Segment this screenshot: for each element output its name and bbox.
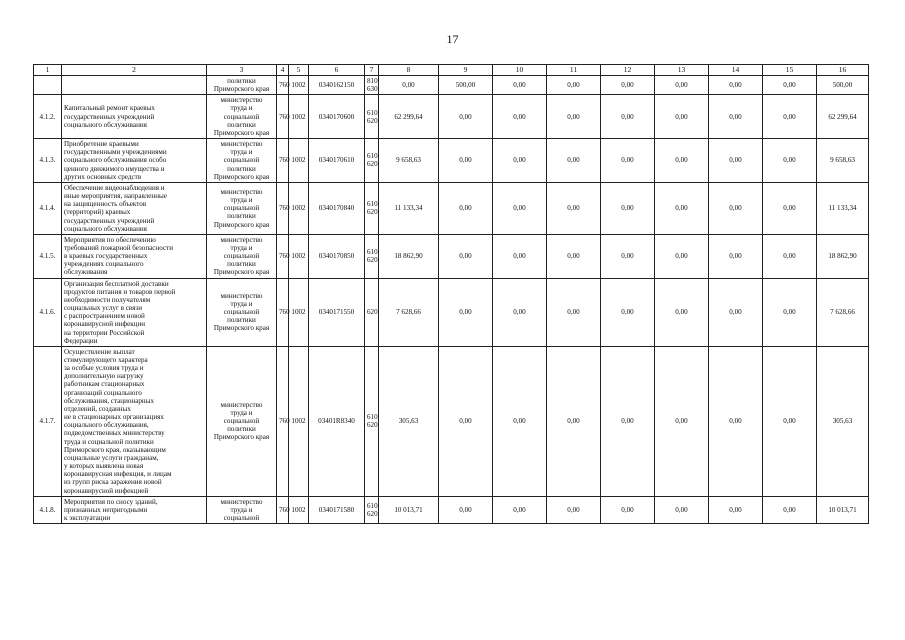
column-header: 5 [289,65,309,76]
value-cell: 18 862,90 [379,234,439,278]
executor-org-line: социальной [223,513,260,522]
row-number: 4.1.3. [34,139,62,183]
code-section: 1002 [289,496,309,523]
value-cell: 9 658,63 [817,139,869,183]
row-name-line: социального обслуживания [64,120,147,129]
row-name-line: за особые условия труда и [64,364,144,373]
value-cell: 0,00 [493,76,547,95]
value-cell: 0,00 [439,346,493,496]
code-vr-line: 610, [367,108,380,117]
value-cell: 0,00 [655,76,709,95]
code-vr-line: 610, [367,200,380,209]
value-cell: 0,00 [763,278,817,346]
value-cell: 0,00 [439,182,493,234]
value-cell: 0,00 [763,76,817,95]
row-number: 4.1.6. [34,278,62,346]
executor-org-line: труда и [230,299,253,308]
row-name-line: обслуживания [64,268,108,277]
row-name-line: работникам стационарных [64,380,145,389]
value-cell: 0,00 [763,234,817,278]
carry-over-row [34,76,869,95]
row-name-line: обслуживания, стационарных [64,396,155,405]
value-cell: 0,00 [709,139,763,183]
row-name-line: к эксплуатации [64,513,111,522]
row-name-line: Мероприятия по сносу зданий, [64,497,158,506]
value-cell: 0,00 [439,95,493,139]
executor-org [207,76,277,95]
value-cell: 0,00 [601,139,655,183]
value-cell: 0,00 [709,278,763,346]
table-row [34,234,869,278]
row-name-line: Капитальный ремонт краевых [64,104,155,113]
executor-org-line: министерство [220,140,263,149]
code-section: 1002 [289,95,309,139]
row-name-line: социального обслуживания [64,224,147,233]
executor-org-line: Приморского края [213,172,270,181]
value-cell: 0,00 [493,139,547,183]
value-cell: 62 299,64 [379,95,439,139]
row-name-line: не в стационарных организациях [64,413,164,422]
row-name-line: требований пожарной безопасности [64,243,173,252]
value-cell: 0,00 [655,346,709,496]
value-cell: 0,00 [601,278,655,346]
code-gr: 760 [277,139,289,183]
value-cell: 0,00 [601,496,655,523]
value-cell: 0,00 [601,76,655,95]
row-name-line: (территорий) краевых [64,208,131,217]
row-name-line: государственными учреждениями [64,148,167,157]
row-name-line: социального обслуживания особо [64,156,167,165]
row-name-line: необходимости получателям [64,295,151,304]
executor-org-line: социальной [223,308,260,317]
column-header: 3 [207,65,277,76]
row-name-line: коронавирусной инфекцией [64,486,149,495]
column-header: 8 [379,65,439,76]
row-name-line: признанных непригодными [64,505,148,514]
executor-org-line: министерство [220,187,263,196]
row-name-line: учреждениях социального [64,260,144,269]
row-name-line: Обеспечение видеонаблюдения и [64,183,165,192]
value-cell: 0,00 [493,496,547,523]
row-name-line: труда и социальной политики [64,437,154,446]
value-cell: 7 628,66 [379,278,439,346]
executor-org-line: Приморского края [213,324,270,333]
value-cell: 0,00 [601,234,655,278]
row-name-line: других основных средств [64,172,142,181]
code-vr [365,76,379,95]
executor-org-line: министерство [220,400,263,409]
value-cell: 11 133,34 [379,182,439,234]
code-vr-line: 620 [367,116,378,125]
executor-org-line: труда и [230,409,253,418]
row-name-line: иные мероприятия, направленные [64,192,167,201]
code-vr-line: 810 [367,77,378,85]
code-vr [365,95,379,139]
code-gr: 760 [277,234,289,278]
row-name-line: коронавирусная инфекция, и лицам [64,470,172,479]
code-vr [365,278,379,346]
code-csr: 0340162150 [309,76,365,95]
row-name-line: Организация бесплатной доставки [64,279,169,288]
value-cell: 0,00 [547,76,601,95]
executor-org-line: политики [227,260,256,269]
value-cell: 0,00 [439,496,493,523]
code-section: 1002 [289,182,309,234]
row-number: 4.1.4. [34,182,62,234]
value-cell: 0,00 [601,182,655,234]
value-cell: 0,00 [655,496,709,523]
row-name-line: продуктов питания и товаров первой [64,287,176,296]
code-vr-line: 610, [367,501,380,510]
executor-org-line: труда и [230,104,253,113]
row-name-line: государственных учреждений [64,216,155,225]
executor-org [207,139,277,183]
row-number: 4.1.5. [34,234,62,278]
executor-org-line: политики [227,425,256,434]
column-header: 12 [601,65,655,76]
row-name-line: коронавирусной инфекции [64,320,146,329]
executor-org-line: социальной [223,204,260,213]
executor-org-line: труда и [230,196,253,205]
executor-org-line: Приморского края [213,220,270,229]
budget-table-sheet [33,64,868,524]
row-name-line: ценного движимого имущества и [64,164,165,173]
row-name-line: социальные услуги гражданам, [64,453,159,462]
row-name-line: социального обслуживания, [64,421,149,430]
executor-org-line: политики [227,120,256,129]
value-cell: 7 628,66 [817,278,869,346]
value-cell: 0,00 [763,346,817,496]
value-cell: 0,00 [709,76,763,95]
value-cell: 0,00 [547,95,601,139]
row-name-line: из групп риска заражения новой [64,478,162,487]
row-name-line: Мероприятия по обеспечению [64,235,156,244]
row-name-line: организаций социального [64,388,142,397]
column-header: 13 [655,65,709,76]
row-name-line: Приобретение краевыми [64,140,139,149]
value-cell: 11 133,34 [817,182,869,234]
value-cell: 0,00 [379,76,439,95]
code-vr [365,234,379,278]
value-cell: 0,00 [709,234,763,278]
value-cell: 0,00 [655,95,709,139]
executor-org-line: Приморского края [213,128,270,137]
row-name-line: Федерации [64,336,98,345]
value-cell: 0,00 [763,139,817,183]
code-gr: 760 [277,95,289,139]
code-section: 1002 [289,234,309,278]
value-cell: 0,00 [547,496,601,523]
row-name-line: государственных учреждений [64,112,155,121]
value-cell: 0,00 [763,496,817,523]
row-name [62,278,207,346]
code-vr-line: 610, [367,248,380,257]
value-cell: 0,00 [493,234,547,278]
executor-org-line: Приморского края [213,268,270,277]
column-header: 2 [62,65,207,76]
value-cell: 500,00 [439,76,493,95]
value-cell: 0,00 [709,496,763,523]
executor-org [207,346,277,496]
code-csr: 0340170610 [309,139,365,183]
executor-org [207,278,277,346]
value-cell: 0,00 [655,234,709,278]
value-cell: 0,00 [493,182,547,234]
row-name-line: дополнительную нагрузку [64,372,144,381]
executor-org-line: социальной [223,252,260,261]
value-cell: 0,00 [439,278,493,346]
row-name-line: Приморского края, оказывающим [64,445,166,454]
code-vr-line: 610, [367,152,380,161]
value-cell: 0,00 [601,346,655,496]
value-cell: 10 013,71 [817,496,869,523]
row-name-line: у которых выявлена новая [64,462,144,471]
value-cell: 0,00 [493,278,547,346]
code-vr-line: 620 [367,160,378,169]
code-gr: 760 [277,496,289,523]
code-vr [365,139,379,183]
code-vr-line: 620 [367,509,378,518]
executor-org [207,95,277,139]
executor-org-line: министерство [220,497,263,506]
code-gr: 760 [277,278,289,346]
code-vr [365,182,379,234]
value-cell: 0,00 [547,278,601,346]
code-section: 1002 [289,139,309,183]
executor-org-line: труда и [230,243,253,252]
row-name [62,346,207,496]
value-cell: 500,00 [817,76,869,95]
code-gr: 760 [277,346,289,496]
executor-org-line: министерство [220,291,263,300]
row-name-line: стимулирующего характера [64,356,148,364]
code-csr: 0340170850 [309,234,365,278]
value-cell: 0,00 [547,346,601,496]
row-name [62,496,207,523]
executor-org-line: политики [227,77,256,85]
code-gr: 760 [277,76,289,95]
code-section: 1002 [289,76,309,95]
code-vr [365,346,379,496]
row-name [62,182,207,234]
row-name [62,234,207,278]
value-cell: 305,63 [379,346,439,496]
table-row [34,496,869,523]
column-header: 11 [547,65,601,76]
executor-org-line: политики [227,212,256,221]
executor-org-line: труда и [230,148,253,157]
value-cell: 0,00 [547,139,601,183]
column-header: 4 [277,65,289,76]
value-cell: 62 299,64 [817,95,869,139]
row-name-line: отделений, созданных [64,404,131,413]
value-cell: 0,00 [655,278,709,346]
executor-org-line: политики [227,164,256,173]
code-csr: 0340171550 [309,278,365,346]
code-csr: 0340170840 [309,182,365,234]
value-cell: 0,00 [547,182,601,234]
code-vr-line: 620 [367,421,378,430]
row-number: 4.1.8. [34,496,62,523]
value-cell: 0,00 [763,182,817,234]
code-vr [365,496,379,523]
value-cell: 0,00 [547,234,601,278]
code-section: 1002 [289,278,309,346]
table-row [34,346,869,496]
value-cell: 18 862,90 [817,234,869,278]
executor-org-line: министерство [220,235,263,244]
value-cell: 305,63 [817,346,869,496]
row-number: 4.1.7. [34,346,62,496]
column-header: 7 [365,65,379,76]
row-name-line: в краевых государственных [64,252,148,261]
executor-org [207,182,277,234]
value-cell: 9 658,63 [379,139,439,183]
table-row [34,278,869,346]
column-header: 16 [817,65,869,76]
code-csr: 03401R8340 [309,346,365,496]
executor-org-line: Приморского края [213,433,270,442]
executor-org-line: политики [227,316,256,325]
code-vr-line: 620 [367,208,378,217]
budget-table [33,64,869,524]
row-number [34,76,62,95]
value-cell: 0,00 [655,139,709,183]
row-name-line: на территории Российской [64,328,145,337]
value-cell: 0,00 [709,182,763,234]
page-number: 17 [446,32,459,46]
row-name [62,139,207,183]
code-vr-line: 620 [367,256,378,265]
column-header: 15 [763,65,817,76]
executor-org [207,496,277,523]
row-name-line: Осуществление выплат [64,347,135,356]
executor-org-line: Приморского края [213,85,270,94]
executor-org-line: социальной [223,112,260,121]
table-row [34,182,869,234]
executor-org-line: министерство [220,96,263,105]
value-cell: 0,00 [709,346,763,496]
table-row [34,139,869,183]
code-gr: 760 [277,182,289,234]
row-name-line: на защищенность объектов [64,200,147,209]
code-vr-line: 610, [367,413,380,422]
executor-org-line: социальной [223,156,260,165]
value-cell: 0,00 [709,95,763,139]
value-cell: 0,00 [493,346,547,496]
code-csr: 0340170600 [309,95,365,139]
column-header: 1 [34,65,62,76]
code-section: 1002 [289,346,309,496]
code-vr-line: 620 [367,308,378,317]
value-cell: 0,00 [439,234,493,278]
column-header: 14 [709,65,763,76]
row-name-line: с распространением новой [64,312,145,321]
executor-org-line: труда и [230,505,253,514]
value-cell: 0,00 [601,95,655,139]
row-name-line: подведомственных министерству [64,429,165,438]
row-number: 4.1.2. [34,95,62,139]
value-cell: 0,00 [655,182,709,234]
code-csr: 0340171580 [309,496,365,523]
code-vr-line: 630 [367,85,378,94]
column-header: 10 [493,65,547,76]
value-cell: 0,00 [439,139,493,183]
executor-org [207,234,277,278]
row-name [62,95,207,139]
row-name [62,76,207,95]
column-header: 9 [439,65,493,76]
value-cell: 0,00 [493,95,547,139]
executor-org-line: социальной [223,417,260,426]
column-header: 6 [309,65,365,76]
row-name-line: социальных услуг в связи [64,304,143,313]
value-cell: 0,00 [763,95,817,139]
value-cell: 10 013,71 [379,496,439,523]
header-row [34,65,869,76]
table-row [34,95,869,139]
